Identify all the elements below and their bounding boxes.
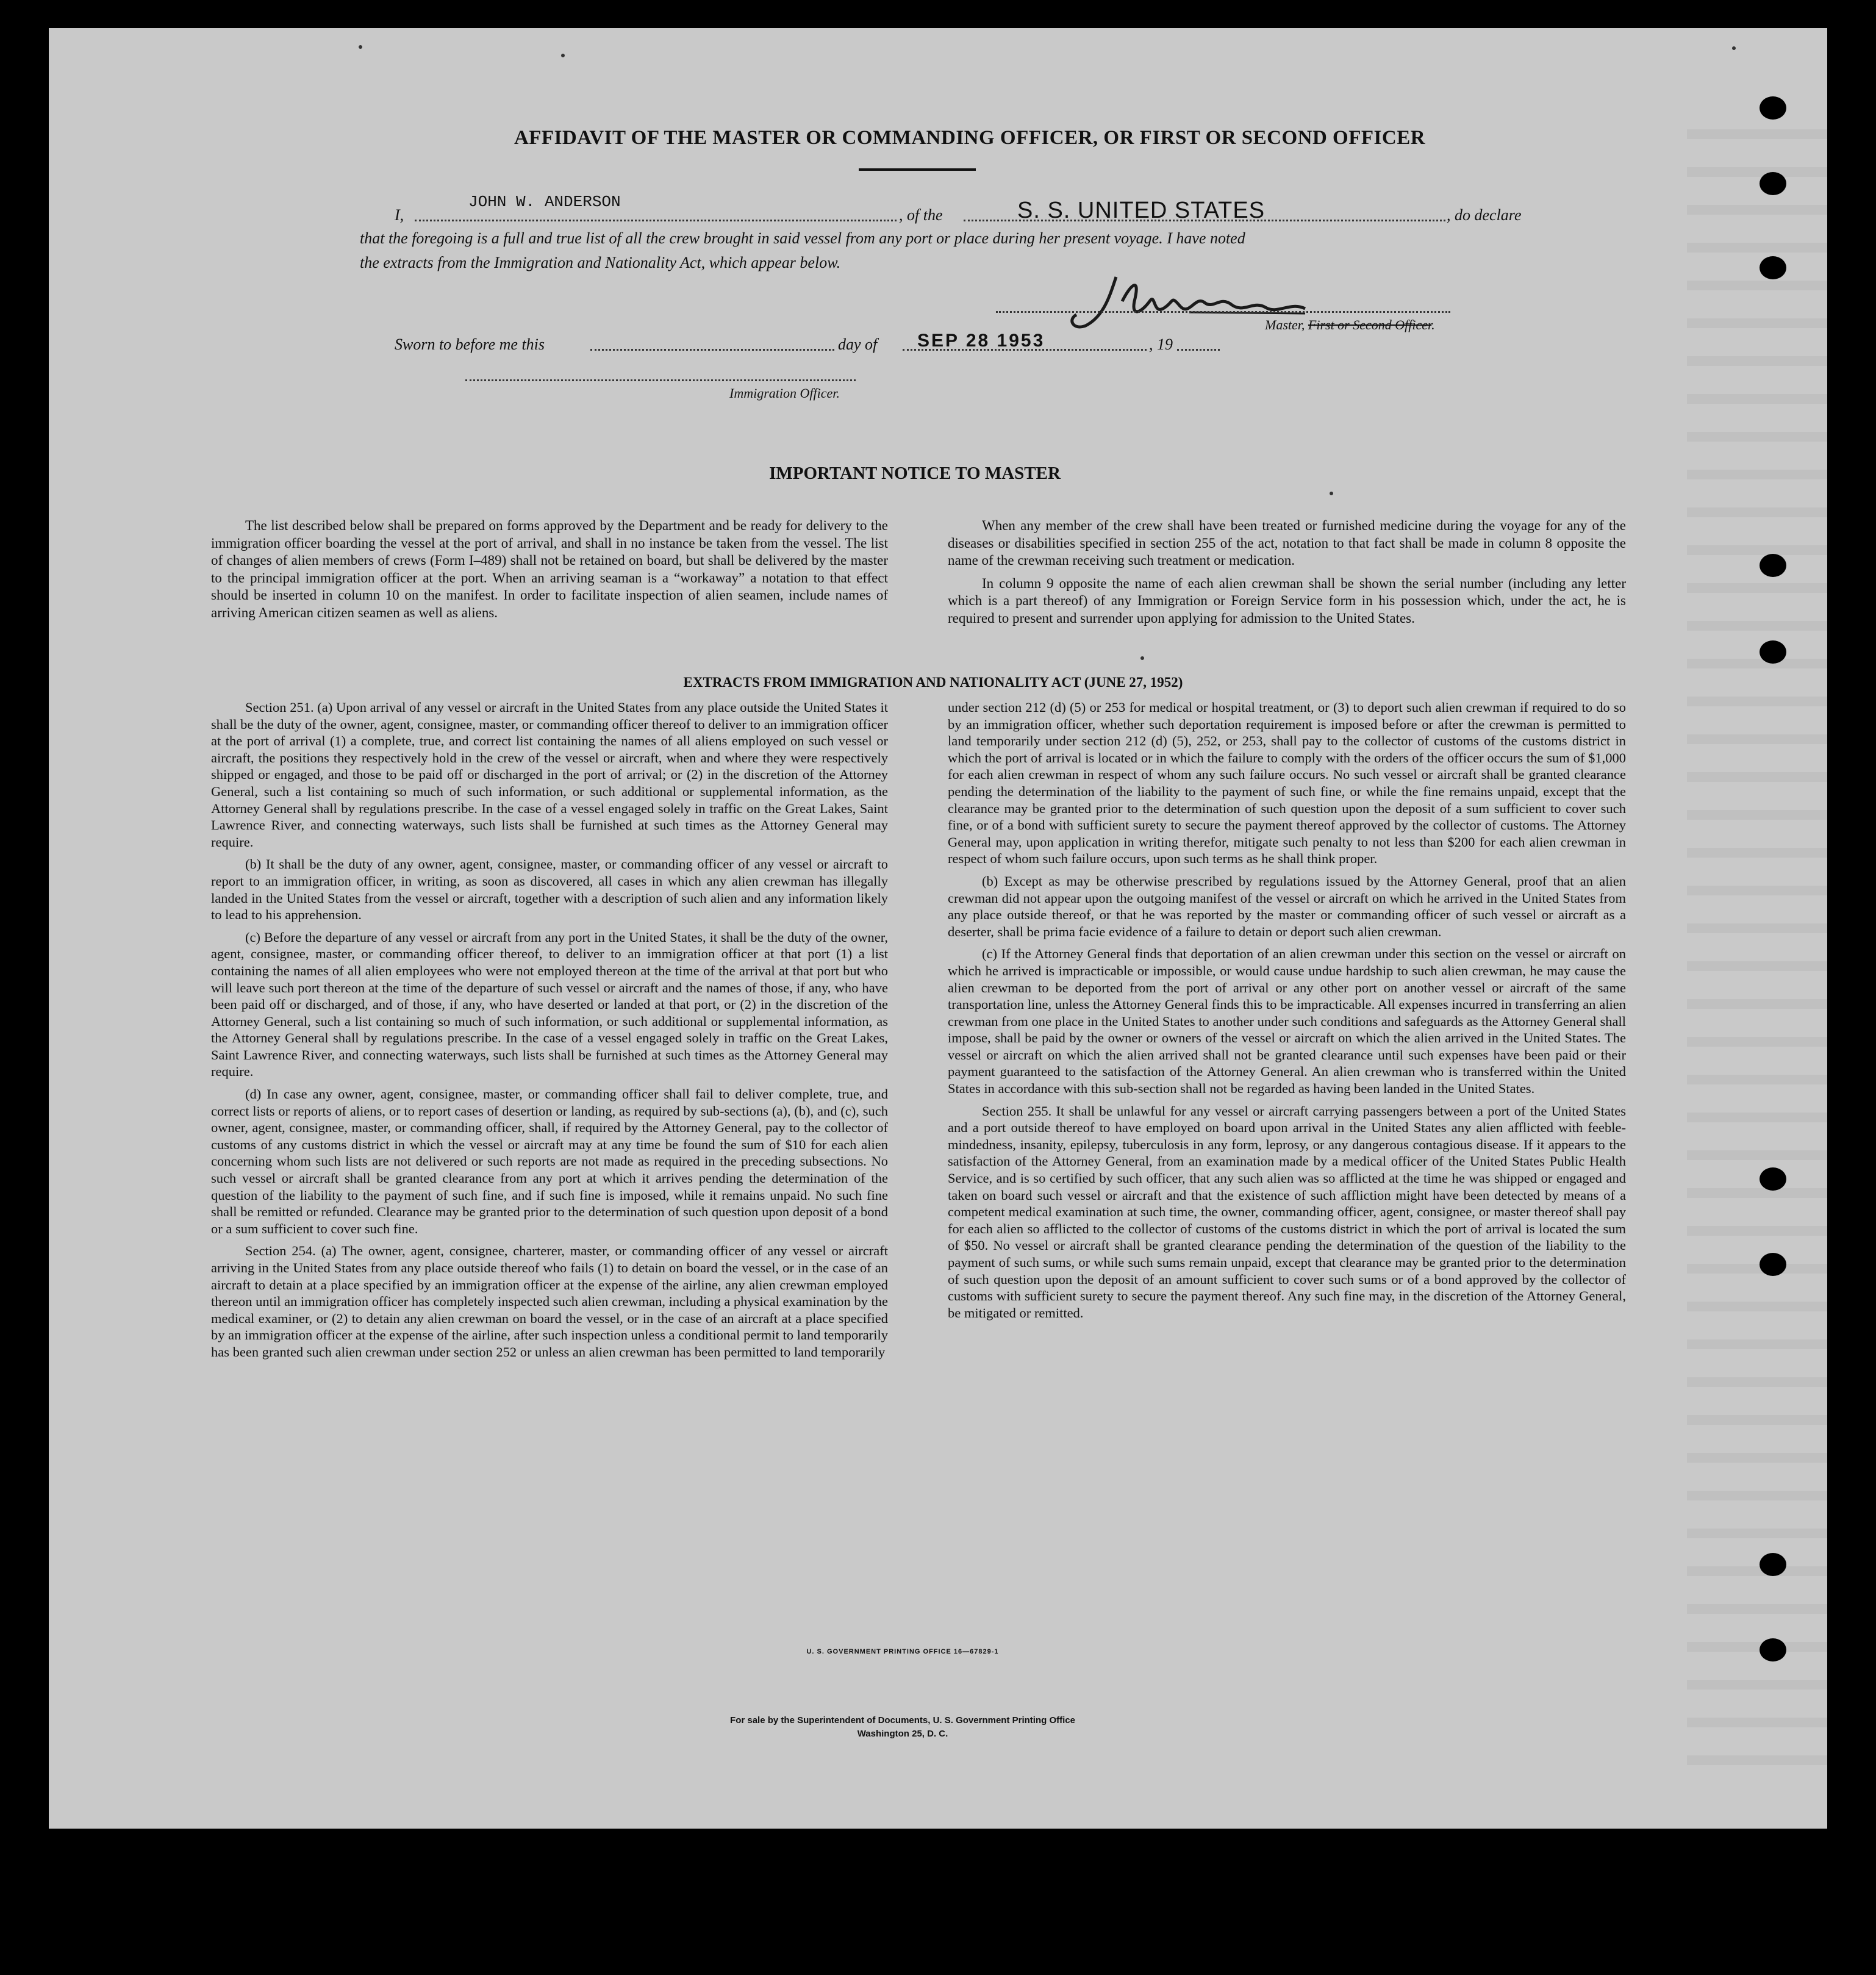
notice-paragraph: The list described below shall be prepared on forms approved by the Department and be ready for delivery to the immigration officer boarding the vessel at the port of arrival, and shall in no instance be taken from the vessel. The list of changes of alien members of crews (Form I–489) shall not be retained on board, but shall be delivered by the master to the principal immigration officer at the port. When an arriving seaman is a “workaway” a notation to that effect should be inserted in column 10 on the manifest. In order to facilitate inspection of alien seamen, include names of arriving American citizen seamen as well as aliens. <box>211 518 888 620</box>
notice-paragraph: In column 9 opposite the name of each alien crewman shall be shown the serial number (including any letter which is a part thereof) of any Immigration or Foreign Service form in his possession which, under the act, he is required to present and surrender upon applying for admission to the United States. <box>948 575 1626 626</box>
master-name-field[interactable]: JOHN W. ANDERSON <box>468 193 621 211</box>
title-underline <box>859 168 976 171</box>
act-paragraph: (c) If the Attorney General finds that deportation of an alien crewman under this section on the vessel or aircraft on which he arrived is impracticable or impossible, or would cause undue hardship to such alien crewman, he may cause the alien crewman to be deported from the port of arrival or any other port on another vessel or aircraft of the same transportation line, unless the Attorney General finds this to be impracticable. All expenses incurred in transferring an alien crewman from one place in the United States to another under such conditions and safeguards as the Attorney General shall impose, shall be paid by the owner or owners of the vessel or aircraft on which the alien arrived in the United States. The vessel or aircraft on which the alien arrived shall not be granted clearance until such expenses have been paid or their payment guaranteed to the satisfaction of the Attorney General. An alien crewman who is transferred within the United States in accordance with this sub-section shall not be regarded as having been landed in the United States. <box>948 946 1626 1097</box>
punch-hole-icon <box>1760 1638 1786 1661</box>
year-label: , 19 <box>1149 335 1173 353</box>
punch-hole-icon <box>1760 96 1786 120</box>
speck <box>1140 656 1144 660</box>
do-declare-label: , do declare <box>1447 206 1522 224</box>
punch-hole-icon <box>1760 1253 1786 1276</box>
declaration-line-1: that the foregoing is a full and true list of all the crew brought in said vessel from any port or place during her present voyage. I have noted <box>360 229 1245 247</box>
vessel-name-field[interactable]: S. S. UNITED STATES <box>1017 198 1266 223</box>
year-line <box>1177 349 1220 351</box>
speck <box>561 54 565 57</box>
punch-hole-icon <box>1760 1553 1786 1576</box>
speck <box>359 45 362 49</box>
speck <box>1330 492 1333 495</box>
act-paragraph: Section 255. It shall be unlawful for any vessel or aircraft carrying passengers between a port of the United States and a port outside thereof to have employed on board upon arrival in the United States any alien afflicted with feeble-mindedness, insanity, epilepsy, tuberculosis in any form, leprosy, or any dangerous contagious disease. If it appears to the satisfaction of the Attorney General, from an examination made by a medical officer of the United States Public Health Service, and is so certified by such officer, that any such alien was so afflicted at the time he was shipped or engaged and taken on board such vessel or aircraft and that the existence of such affliction might have been detected by means of a competent medical examination at such time, the owner, commanding officer, agent, consignee, or master thereof shall pay for each alien so afflicted to the collector of customs of the customs district in which the port of arrival is located the sum of $50. No vessel or aircraft shall be granted clearance pending the determination of the question of the liability to the payment of such sums, or while such sums remain unpaid, except that clearance may be granted prior to the determination of such question upon the deposit of an amount sufficient to cover such sums or of a bond approved by the collector of customs with sufficient surety to secure the payment thereof. Any such fine may, in the discretion of the Attorney General, be mitigated or remitted. <box>948 1103 1626 1321</box>
act-paragraph: Section 251. (a) Upon arrival of any vessel or aircraft in the United States from any place outside the United States it shall be the duty of the owner, agent, consignee, master, or commanding officer thereof to deliver to an immigration officer at the port of arrival (1) a complete, true, and correct list containing the names of all aliens employed on such vessel or aircraft, the positions they respectively hold in the crew of the vessel or aircraft, when and where they were respectively shipped or engaged, and those to be paid off or discharged in the port of arrival; or (2) in the discretion of the Attorney General, such a list containing so much of such information, or such additional or supplemental information, as the Attorney General shall by regulations prescribe. In the case of a vessel engaged solely in traffic on the Great Lakes, Saint Lawrence River, and connecting waterways, such lists shall be furnished at such times as the Attorney General may require. <box>211 700 888 850</box>
notice-left-column <box>211 517 888 627</box>
sworn-day-line <box>590 349 834 351</box>
punch-hole-icon <box>1760 172 1786 195</box>
of-the-label: , of the <box>899 206 943 224</box>
extracts-left-column <box>211 699 888 1366</box>
speck <box>1732 46 1736 50</box>
sworn-label: Sworn to before me this <box>395 335 545 353</box>
punch-hole-icon <box>1760 640 1786 664</box>
act-paragraph: Section 254. (a) The owner, agent, consignee, charterer, master, or commanding officer of any vessel or aircraft arriving in the United States from any place outside thereof who fails (1) to detain on board the vessel, or in the case of an aircraft to detain at a place specified by an immigration officer at the expense of the airline, any alien crewman employed thereon until an immigration officer has completely inspected such alien crewman, including a physical examination by the medical examiner, or (2) to detain any alien crewman on board the vessel, or in the case of an aircraft at a place specified by an immigration officer at the expense of the airline, after such inspection unless a conditional permit to land temporarily has been granted such alien crewman under section 252 or unless an alien crewman has been permitted to land temporarily <box>211 1243 888 1360</box>
punch-hole-icon <box>1760 256 1786 279</box>
printing-office-line: U. S. GOVERNMENT PRINTING OFFICE 16—67829-1 <box>806 1648 999 1655</box>
affidavit-title: AFFIDAVIT OF THE MASTER OR COMMANDING OFFICER, OR FIRST OR SECOND OFFICER <box>514 127 1426 149</box>
bleed-through-texture <box>1687 101 1827 1785</box>
immigration-officer-label: Immigration Officer. <box>729 385 840 401</box>
extracts-heading: EXTRACTS FROM IMMIGRATION AND NATIONALITY ACT (JUNE 27, 1952) <box>683 675 1183 690</box>
punch-hole-icon <box>1760 1167 1786 1191</box>
act-paragraph: under section 212 (d) (5) or 253 for medical or hospital treatment, or (3) to deport such alien crewman if required to do so by an immigration officer, whether such deportation requirement is imposed before or after the crewman is permitted to land temporarily under section 212 (d) (5), 252, or 253, shall pay to the collector of customs of the customs district in which the port of arrival is located or in which the failure to comply with the orders of the officer occurs the sum of $1,000 for each alien crewman in respect of whom any such failure occurs. No such vessel or aircraft shall be granted clearance pending the determination of the liability to the payment of such fine, or while the fine remains unpaid, except that the clearance may be granted prior to the determination of such question upon the deposit of a sum sufficient to cover such fine, or of a bond with sufficient surety to secure the payment thereof approved by the collector of customs. The Attorney General may, upon application in writing therefor, mitigate such penalty to not less than $200 for each alien crewman in respect of whom such failure occurs, upon such terms as he shall think proper. <box>948 700 1626 867</box>
date-stamp: SEP 28 1953 <box>917 331 1045 351</box>
officer-signature-line <box>465 379 856 381</box>
name-line <box>415 220 897 221</box>
punch-hole-icon <box>1760 554 1786 577</box>
signature-role-label: Master, First or Second Officer. <box>1265 317 1435 332</box>
extracts-right-column <box>948 699 1626 1327</box>
act-paragraph: (b) Except as may be otherwise prescribed by regulations issued by the Attorney General, proof that an alien crewman did not appear upon the outgoing manifest of the vessel or aircraft on which he arrived in the United States from any place outside thereof, or that he was reported by the master or commanding officer of such vessel or aircraft as a deserter, shall be prima facie evidence of a failure to detain or deport such alien crewman. <box>948 873 1626 939</box>
sale-line-2: Washington 25, D. C. <box>857 1729 948 1739</box>
signature-line <box>996 311 1450 313</box>
notice-heading: IMPORTANT NOTICE TO MASTER <box>769 464 1061 483</box>
document-page <box>49 28 1827 1829</box>
notice-paragraph: When any member of the crew shall have been treated or furnished medicine during the voyage for any of the diseases or disabilities specified in section 255 of the act, notation to that fact shall be made in column 8 opposite the name of the crewman receiving such treatment or medication. <box>948 518 1626 568</box>
act-paragraph: (b) It shall be the duty of any owner, agent, consignee, master, or commanding officer of any vessel or aircraft to report to an immigration officer, in writing, as soon as discovered, all cases in which any alien crewman has illegally landed in the United States from the vessel or aircraft, together with a description of such alien and any information likely to lead to his apprehension. <box>211 856 888 923</box>
prefix-i: I, <box>395 206 404 224</box>
act-paragraph: (c) Before the departure of any vessel or aircraft from any port in the United States, it shall be the duty of the owner, agent, consignee, master, or commanding officer thereof, to deliver to an immigration officer at that port (1) a list containing the names of all alien employees who were not employed thereon at the time of the arrival at that port but who will leave such port thereon at the time of the departure of such vessel or aircraft and the names of those, if any, who have been paid off or discharged, and of those, if any, who have deserted or landed at that port, or (2) in the discretion of the Attorney General, such a list containing so much of such information, or such additional or supplemental information, as the Attorney General shall by regulations prescribe. In the case of a vessel engaged solely in traffic on the Great Lakes, Saint Lawrence River, and connecting waterways, such lists shall be furnished at such times as the Attorney General may require. <box>211 929 888 1080</box>
sale-line-1: For sale by the Superintendent of Documents, U. S. Government Printing Office <box>730 1715 1075 1726</box>
act-paragraph: (d) In case any owner, agent, consignee, master, or commanding officer shall fail to deliver complete, true, and correct lists or reports of aliens, or to report cases of desertion or landing, as required by sub-sections (a), (b), and (c), such owner, agent, consignee, master, or commanding officer, shall, if required by the Attorney General, pay to the collector of customs of any customs district in which the vessel or aircraft may at any time be found the sum of $10 for each alien concerning whom such lists are not delivered or such reports are not made as required in the preceding subsections. No such vessel or aircraft shall be granted clearance from any port at which it arrives pending the determination of the question of the liability to the payment of such fine, and if such fine is imposed, while it remains unpaid. No such fine shall be remitted or refunded. Clearance may be granted prior to the determination of such question upon deposit of a bond or a sum sufficient to cover such fine. <box>211 1086 888 1236</box>
day-of-label: day of <box>838 335 878 353</box>
declaration-line-2: the extracts from the Immigration and Nationality Act, which appear below. <box>360 254 841 271</box>
notice-right-column <box>948 517 1626 633</box>
